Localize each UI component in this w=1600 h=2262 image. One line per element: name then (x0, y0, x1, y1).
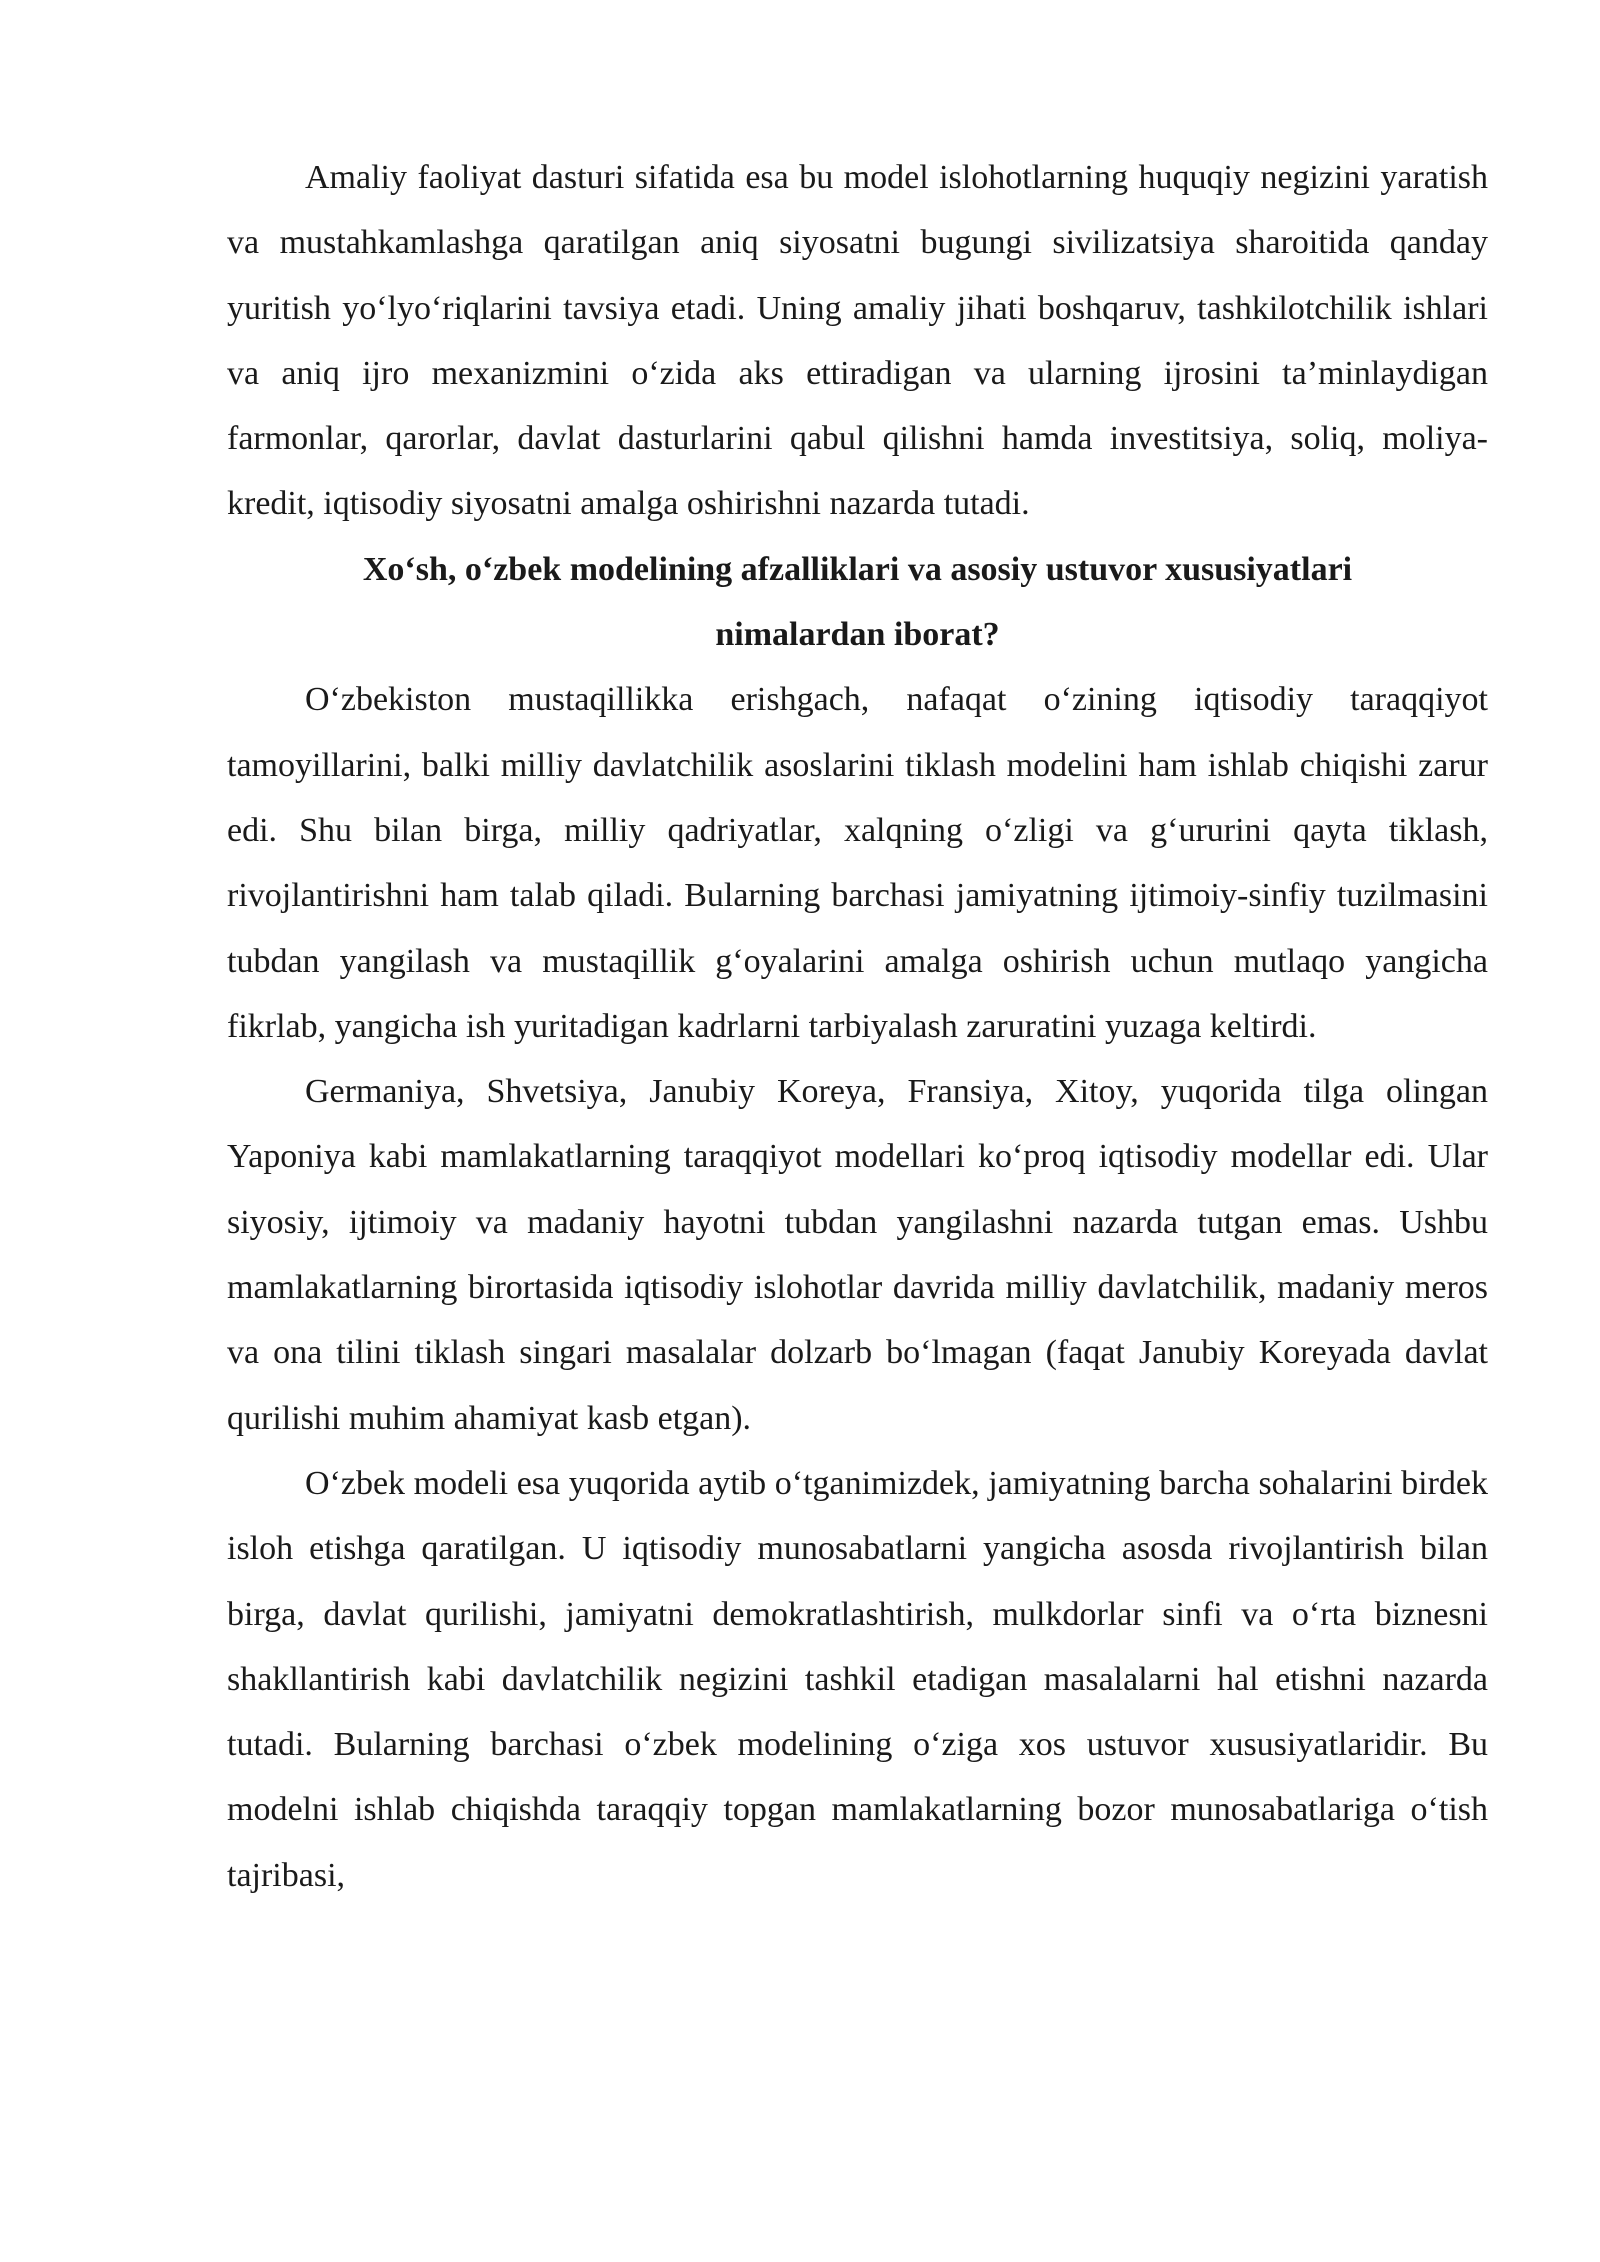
document-page (227, 145, 1488, 1908)
paragraph-4: O‘zbek modeli esa yuqorida aytib o‘tganimizdek, jamiyatning barcha sohalarini birdek isloh etishga qaratilgan. U iqtisodiy munosabatlarni yangicha asosda rivojlantirish bilan birga, davlat qurilishi, jamiyatni demokratlashtirish, mulkdorlar sinfi va o‘rta biznesni shakllantirish kabi davlatchilik negizini tashkil etadigan masalalarni hal etishni nazarda tutadi. Bularning barchasi o‘zbek modelining o‘ziga xos ustuvor xususiyatlaridir. Bu modelni ishlab chiqishda taraqqiy topgan mamlakatlarning bozor munosabatlariga o‘tish tajribasi, (227, 1464, 1488, 1894)
paragraph-1: Amaliy faoliyat dasturi sifatida esa bu model islohotlarning huquqiy negizini yaratish va mustahkamlashga qaratilgan aniq siyosatni bugungi sivilizatsiya sharoitida qanday yuritish yo‘lyo‘riqlarini tavsiya etadi. Uning amaliy jihati boshqaruv, tashkilotchilik ishlari va aniq ijro mexanizmini o‘zida aks ettiradigan va ularning ijrosini ta’minlaydigan farmonlar, qarorlar, davlat dasturlarini qabul qilishni hamda investitsiya, soliq, moliya-kredit, iqtisodiy siyosatni amalga oshirishni nazarda tutadi. (227, 159, 1488, 523)
paragraph-3: Germaniya, Shvetsiya, Janubiy Koreya, Fransiya, Xitoy, yuqorida tilga olingan Yaponiya kabi mamlakatlarning taraqqiyot modellari ko‘proq iqtisodiy modellar edi. Ular siyosiy, ijtimoiy va madaniy hayotni tubdan yangilashni nazarda tutgan emas. Ushbu mamlakatlarning birortasida iqtisodiy islohotlar davrida milliy davlatchilik, madaniy meros va ona tilini tiklash singari masalalar dolzarb bo‘lmagan (faqat Janubiy Koreyada davlat qurilishi muhim ahamiyat kasb etgan). (227, 1073, 1488, 1437)
paragraph-2: O‘zbekiston mustaqillikka erishgach, nafaqat o‘zining iqtisodiy taraqqiyot tamoyillarini, balki milliy davlatchilik asoslarini tiklash modelini ham ishlab chiqishi zarur edi. Shu bilan birga, milliy qadriyatlar, xalqning o‘zligi va g‘ururini qayta tiklash, rivojlantirishni ham talab qiladi. Bularning barchasi jamiyatning ijtimoiy-sinfiy tuzilmasini tubdan yangilash va mustaqillik g‘oyalarini amalga oshirish uchun mutlaqo yangicha fikrlab, yangicha ish yuritadigan kadrlarni tarbiyalash zaruratini yuzaga keltirdi. (227, 681, 1488, 1045)
section-heading: Xo‘sh, o‘zbek modelining afzalliklari va asosiy ustuvor xususiyatlari nimalardan iborat? (362, 550, 1353, 654)
